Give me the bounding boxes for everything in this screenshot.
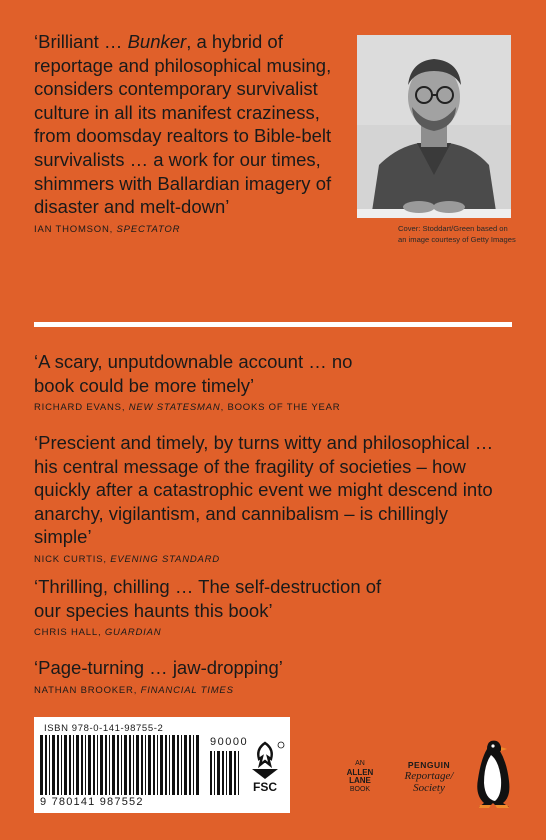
divider-rule bbox=[34, 322, 512, 327]
quote-2 bbox=[34, 350, 364, 415]
quote-4-attribution: CHRIS HALL, GUARDIAN bbox=[34, 627, 162, 639]
quote-1 bbox=[34, 30, 334, 237]
quote-3-attribution: NICK CURTIS, EVENING STANDARD bbox=[34, 553, 220, 565]
quote-4-text: ‘Thrilling, chilling … The self-destruction of our species haunts this book’ bbox=[34, 576, 382, 621]
quote-5-text: ‘Page-turning … jaw-dropping’ bbox=[34, 657, 283, 678]
quote-2-attribution: RICHARD EVANS, NEW STATESMAN, BOOKS OF THE YEAR bbox=[34, 402, 341, 414]
penguin-category-2: Society bbox=[413, 782, 445, 794]
allen-lane-an: AN bbox=[355, 760, 365, 767]
quote-1-text-b: , a hybrid of reportage and philosophical musing, considers contemporary survivalist culture in all its manifest craziness, from doomsday realtors to Bible-belt survivalists … a work for our times, shimmers with Ballardian imagery of disaster and melt-down’ bbox=[34, 31, 332, 218]
penguin-logo-icon bbox=[471, 737, 515, 809]
photo-credit: Cover: Stoddart/Green based on an image courtesy of Getty Images bbox=[398, 224, 516, 244]
quote-5-attribution: NATHAN BROOKER, FINANCIAL TIMES bbox=[34, 684, 234, 696]
quote-5 bbox=[34, 656, 504, 698]
penguin-category-1: Reportage/ bbox=[404, 770, 454, 782]
price-barcode-icon bbox=[210, 751, 240, 795]
allen-lane-logo bbox=[346, 760, 374, 794]
allen-lane-book: BOOK bbox=[349, 785, 371, 793]
fsc-logo-icon bbox=[244, 739, 286, 793]
penguin-name: PENGUIN bbox=[407, 760, 451, 770]
barcode-panel bbox=[34, 717, 290, 813]
quote-3-text: ‘Prescient and timely, by turns witty and philosophical … his central message of the fragility of societies – how quickly after a catastrophic event we might descend into anarchy, vigilantism, and cannibalism – is chillingly simple’ bbox=[34, 432, 494, 548]
allen-lane-name2: LANE bbox=[349, 776, 371, 785]
author-portrait-image bbox=[357, 35, 511, 218]
barcode-digits: 9 780141 987552 bbox=[40, 796, 144, 808]
quote-1-text-a: ‘Brilliant … bbox=[34, 31, 128, 52]
author-photo bbox=[357, 35, 511, 218]
allen-lane-name1: ALLEN bbox=[346, 767, 374, 777]
barcode-icon bbox=[40, 735, 200, 795]
quote-2-text: ‘A scary, unputdownable account … no book could be more timely’ bbox=[34, 351, 353, 396]
quote-1-attribution: IAN THOMSON, SPECTATOR bbox=[34, 223, 181, 235]
isbn-text: ISBN 978-0-141-98755-2 bbox=[44, 723, 164, 734]
quote-4 bbox=[34, 575, 384, 640]
fsc-label: FSC bbox=[253, 780, 277, 793]
quote-1-title: Bunker bbox=[127, 31, 187, 52]
quote-3 bbox=[34, 431, 504, 567]
penguin-imprint bbox=[396, 760, 462, 794]
price-code: 90000 bbox=[210, 736, 249, 748]
